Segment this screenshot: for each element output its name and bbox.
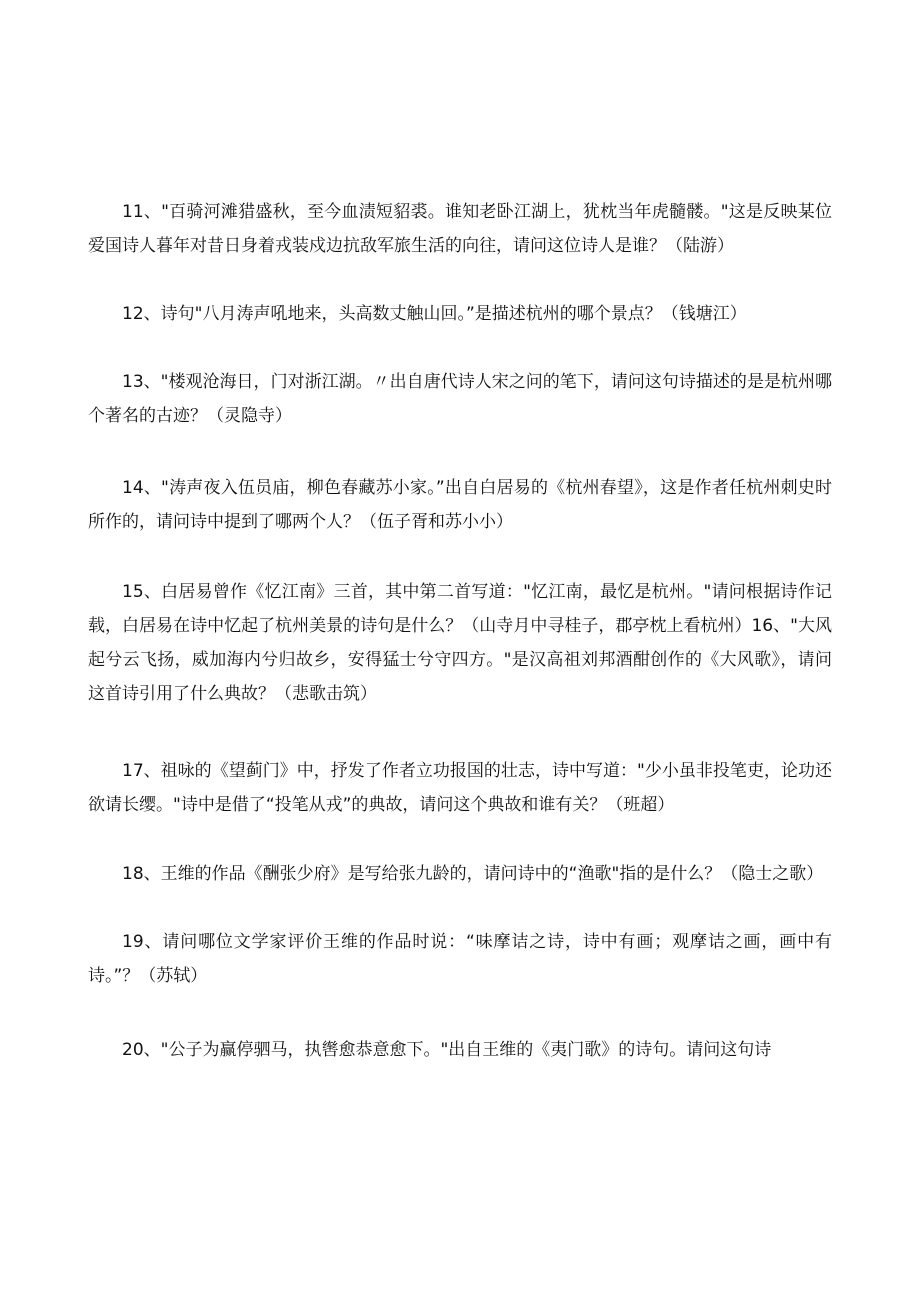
question-15-16: 15、白居易曾作《忆江南》三首，其中第二首写道："忆江南，最忆是杭州。"请问根据诗作记载，白居易在诗中忆起了杭州美景的诗句是什么？（山寺月中寻桂子，郡亭枕上看杭州）16、"大风起兮云飞扬，威加海内兮归故乡，安得猛士兮守四方。"是汉高祖刘邦酒酣创作的《大风歌》，请问这首诗引用了什么典故？（悲歌击筑） (88, 582, 832, 704)
question-20: 20、"公子为赢停驷马，执辔愈恭意愈下。"出自王维的《夷门歌》的诗句。请问这句诗 (122, 1040, 772, 1060)
question-17: 17、祖咏的《望蓟门》中，抒发了作者立功报国的壮志，诗中写道："少小虽非投笔吏，论功还欲请长缨。"诗中是借了“投笔从戎”的典故，请问这个典故和谁有关？（班超） (88, 761, 832, 815)
question-18: 18、王维的作品《酬张少府》是写给张九龄的，请问诗中的“渔歌"指的是什么？（隐士之歌） (122, 864, 824, 884)
question-19: 19、请问哪位文学家评价王维的作品时说：“味摩诘之诗，诗中有画；观摩诘之画，画中有诗。”？（苏轼） (88, 932, 832, 986)
question-13: 13、"楼观沧海日，门对浙江湖。〃出自唐代诗人宋之问的笔下，请问这句诗描述的是是杭州哪个著名的古迹？（灵隐寺） (88, 372, 832, 426)
question-11: 11、"百骑河滩猎盛秋，至今血渍短貂裘。谁知老卧江湖上，犹枕当年虎髓髅。"这是反映某位爱国诗人暮年对昔日身着戎装戍边抗敌军旅生活的向往，请问这位诗人是谁？（陆游） (88, 202, 832, 256)
question-12: 12、诗句"八月涛声吼地来，头高数丈触山回。”是描述杭州的哪个景点？（钱塘江） (122, 304, 747, 324)
question-14: 14、"涛声夜入伍员庙，柳色春藏苏小家。”出自白居易的《杭州春望》，这是作者任杭州刺史时所作的，请问诗中提到了哪两个人？（伍子胥和苏小小） (88, 478, 832, 532)
